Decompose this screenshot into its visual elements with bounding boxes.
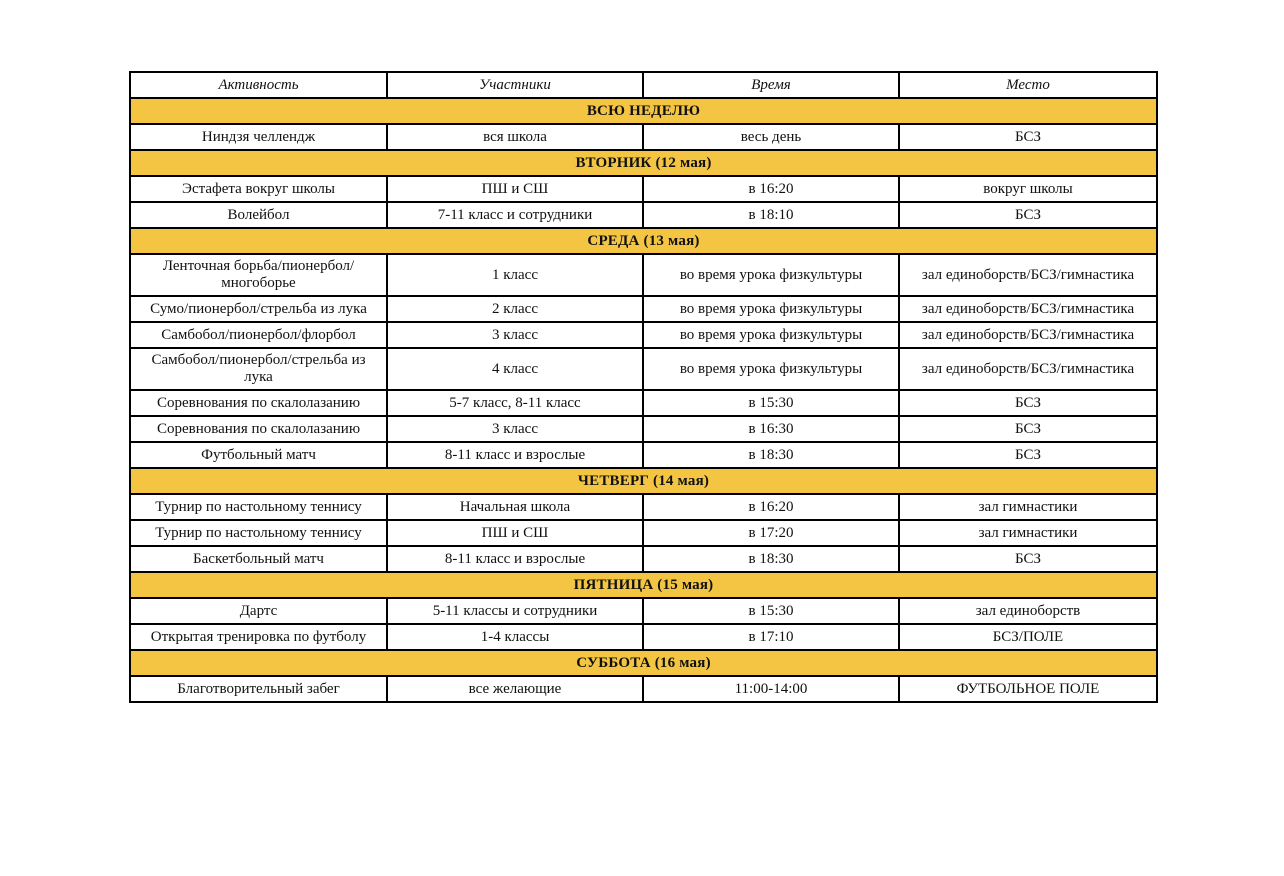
header-row — [130, 72, 1157, 98]
column-header-activity: Активность — [130, 72, 387, 98]
participants-cell: 5-7 класс, 8-11 класс — [387, 390, 643, 416]
activity-cell: Турнир по настольному теннису — [130, 494, 387, 520]
activity-cell: Благотворительный забег — [130, 676, 387, 702]
day-header-row — [130, 98, 1157, 124]
table-row — [130, 202, 1157, 228]
place-cell: зал единоборств/БСЗ/гимнастика — [899, 322, 1157, 348]
activity-cell: Соревнования по скалолазанию — [130, 390, 387, 416]
participants-cell: 3 класс — [387, 322, 643, 348]
activity-cell: Футбольный матч — [130, 442, 387, 468]
time-cell: в 16:20 — [643, 494, 899, 520]
activity-cell: Баскетбольный матч — [130, 546, 387, 572]
place-cell: БСЗ — [899, 442, 1157, 468]
time-cell: в 18:10 — [643, 202, 899, 228]
day-header-row — [130, 650, 1157, 676]
participants-cell: все желающие — [387, 676, 643, 702]
time-cell: в 18:30 — [643, 442, 899, 468]
table-row — [130, 546, 1157, 572]
column-header-time: Время — [643, 72, 899, 98]
place-cell: БСЗ/ПОЛЕ — [899, 624, 1157, 650]
place-cell: БСЗ — [899, 390, 1157, 416]
participants-cell: 1 класс — [387, 254, 643, 296]
day-header: СРЕДА (13 мая) — [130, 228, 1157, 254]
participants-cell: ПШ и СШ — [387, 176, 643, 202]
day-header: СУББОТА (16 мая) — [130, 650, 1157, 676]
day-header: ПЯТНИЦА (15 мая) — [130, 572, 1157, 598]
time-cell: во время урока физкультуры — [643, 296, 899, 322]
place-cell: БСЗ — [899, 202, 1157, 228]
participants-cell: вся школа — [387, 124, 643, 150]
activity-cell: Открытая тренировка по футболу — [130, 624, 387, 650]
activity-cell: Волейбол — [130, 202, 387, 228]
table-row — [130, 296, 1157, 322]
time-cell: во время урока физкультуры — [643, 348, 899, 390]
day-header: ВСЮ НЕДЕЛЮ — [130, 98, 1157, 124]
place-cell: ФУТБОЛЬНОЕ ПОЛЕ — [899, 676, 1157, 702]
place-cell: зал единоборств/БСЗ/гимнастика — [899, 296, 1157, 322]
column-header-place: Место — [899, 72, 1157, 98]
participants-cell: Начальная школа — [387, 494, 643, 520]
time-cell: в 17:10 — [643, 624, 899, 650]
time-cell: в 15:30 — [643, 390, 899, 416]
table-row — [130, 624, 1157, 650]
time-cell: весь день — [643, 124, 899, 150]
table-row — [130, 598, 1157, 624]
place-cell: зал единоборств — [899, 598, 1157, 624]
day-header: ВТОРНИК (12 мая) — [130, 150, 1157, 176]
activity-cell: Эстафета вокруг школы — [130, 176, 387, 202]
time-cell: 11:00-14:00 — [643, 676, 899, 702]
day-header-row — [130, 572, 1157, 598]
time-cell: в 18:30 — [643, 546, 899, 572]
table-row — [130, 676, 1157, 702]
participants-cell: 2 класс — [387, 296, 643, 322]
place-cell: зал единоборств/БСЗ/гимнастика — [899, 254, 1157, 296]
table-row — [130, 442, 1157, 468]
place-cell: БСЗ — [899, 124, 1157, 150]
table-row — [130, 176, 1157, 202]
activity-cell: Ленточная борьба/пионербол/многоборье — [130, 254, 387, 296]
time-cell: в 16:20 — [643, 176, 899, 202]
participants-cell: 3 класс — [387, 416, 643, 442]
column-header-participants: Участники — [387, 72, 643, 98]
time-cell: во время урока физкультуры — [643, 322, 899, 348]
table-row — [130, 494, 1157, 520]
activity-cell: Самбобол/пионербол/стрельба из лука — [130, 348, 387, 390]
table-row — [130, 124, 1157, 150]
activity-cell: Дартс — [130, 598, 387, 624]
place-cell: вокруг школы — [899, 176, 1157, 202]
participants-cell: 1-4 классы — [387, 624, 643, 650]
participants-cell: 7-11 класс и сотрудники — [387, 202, 643, 228]
table-header — [130, 72, 1157, 98]
place-cell: БСЗ — [899, 546, 1157, 572]
participants-cell: 8-11 класс и взрослые — [387, 442, 643, 468]
place-cell: зал гимнастики — [899, 494, 1157, 520]
day-header-row — [130, 228, 1157, 254]
table-row — [130, 390, 1157, 416]
table-row — [130, 254, 1157, 296]
place-cell: зал гимнастики — [899, 520, 1157, 546]
participants-cell: 5-11 классы и сотрудники — [387, 598, 643, 624]
activity-cell: Самбобол/пионербол/флорбол — [130, 322, 387, 348]
table-row — [130, 322, 1157, 348]
place-cell: БСЗ — [899, 416, 1157, 442]
day-header-row — [130, 468, 1157, 494]
activity-cell: Соревнования по скалолазанию — [130, 416, 387, 442]
day-header-row — [130, 150, 1157, 176]
place-cell: зал единоборств/БСЗ/гимнастика — [899, 348, 1157, 390]
time-cell: во время урока физкультуры — [643, 254, 899, 296]
table-row — [130, 348, 1157, 390]
time-cell: в 15:30 — [643, 598, 899, 624]
activity-cell: Турнир по настольному теннису — [130, 520, 387, 546]
participants-cell: ПШ и СШ — [387, 520, 643, 546]
time-cell: в 16:30 — [643, 416, 899, 442]
participants-cell: 4 класс — [387, 348, 643, 390]
participants-cell: 8-11 класс и взрослые — [387, 546, 643, 572]
table-row — [130, 520, 1157, 546]
activity-cell: Сумо/пионербол/стрельба из лука — [130, 296, 387, 322]
table-row — [130, 416, 1157, 442]
schedule-table — [129, 71, 1158, 703]
day-header: ЧЕТВЕРГ (14 мая) — [130, 468, 1157, 494]
time-cell: в 17:20 — [643, 520, 899, 546]
activity-cell: Ниндзя челлендж — [130, 124, 387, 150]
table-body — [130, 98, 1157, 702]
